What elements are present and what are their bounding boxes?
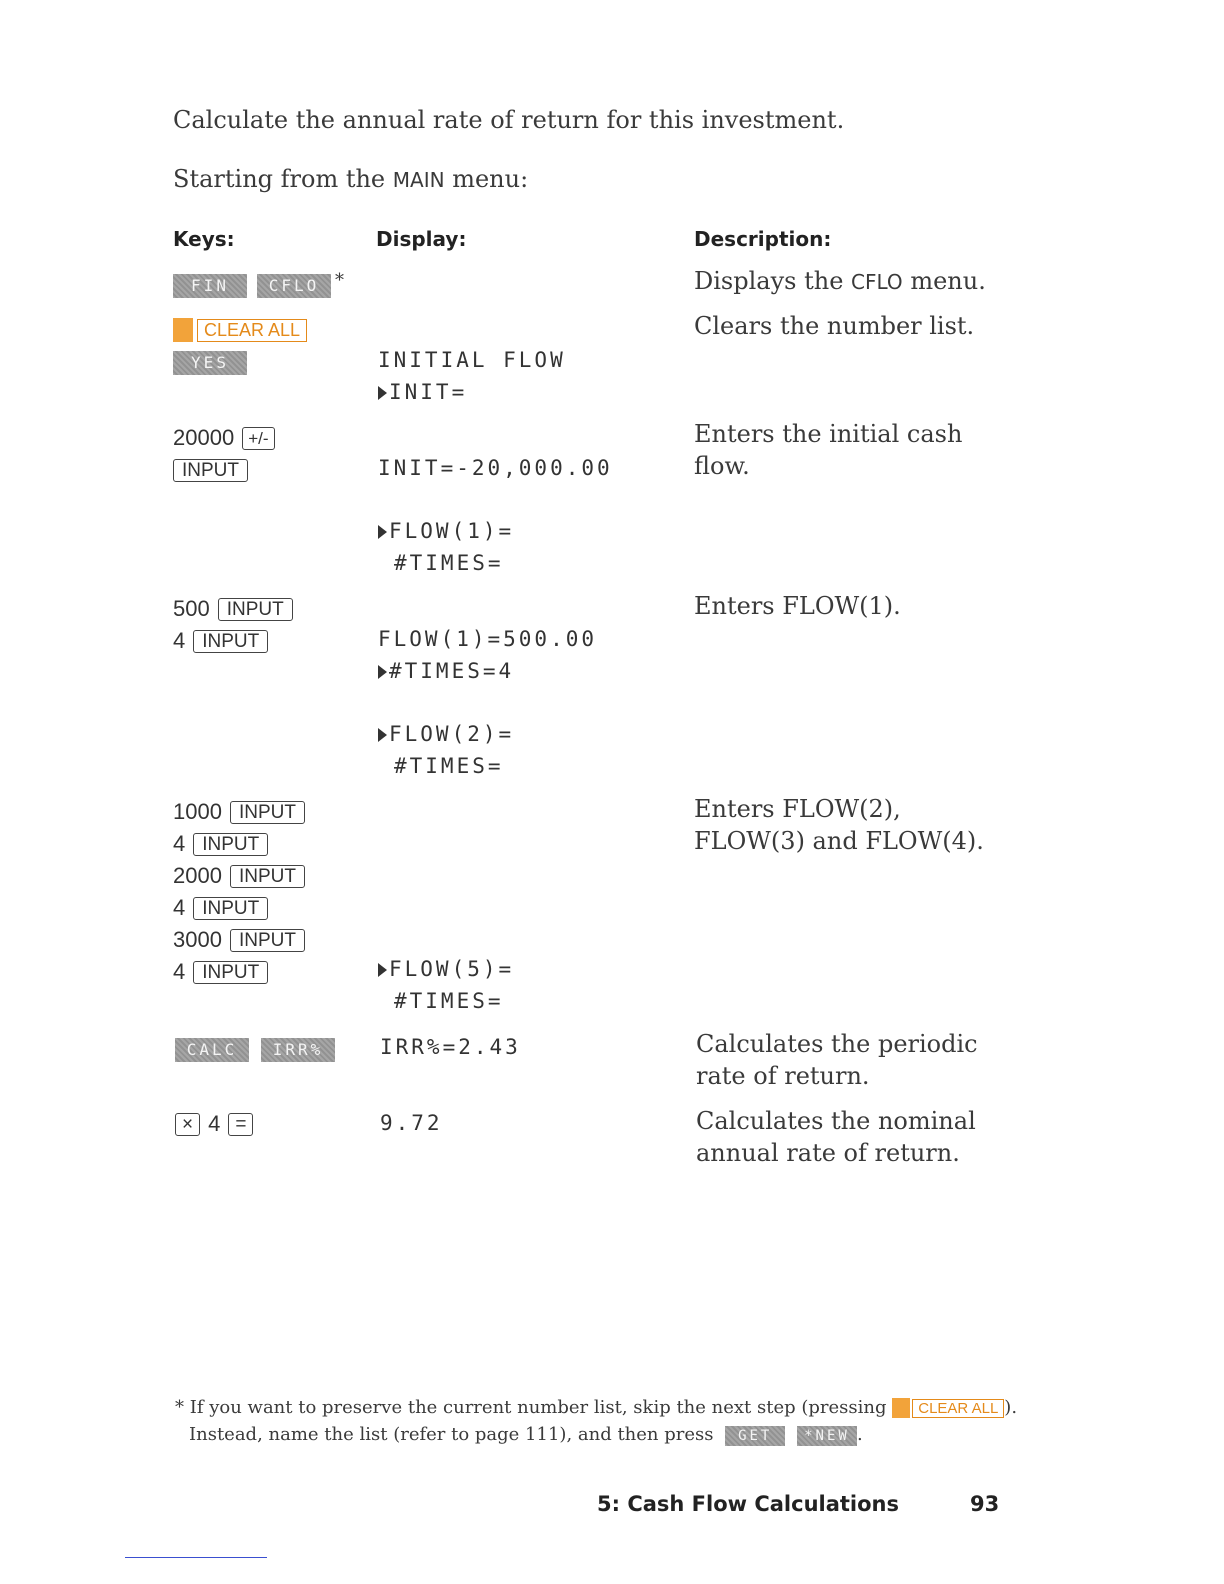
display-flow5-prompt <box>378 957 514 981</box>
row-500-keys <box>173 593 293 625</box>
input-key[interactable]: INPUT <box>193 833 268 856</box>
display-times-prompt-2: #TIMES= <box>394 754 504 778</box>
row-input-keys <box>173 454 248 486</box>
entry-row <box>173 796 305 828</box>
row-clear-all-keys <box>173 318 307 342</box>
row-multiply-keys <box>175 1108 253 1140</box>
footnote-line-2 <box>189 1424 863 1446</box>
display-times-prompt-3: #TIMES= <box>394 989 504 1013</box>
display-header: Display: <box>376 227 467 251</box>
input-key[interactable]: INPUT <box>230 865 305 888</box>
row-20000-keys <box>173 422 275 454</box>
irr-softkey[interactable]: IRR% <box>261 1038 335 1062</box>
entry-row <box>173 924 305 956</box>
equals-key[interactable]: = <box>228 1113 253 1136</box>
section-title: 5: Cash Flow Calculations <box>597 1492 900 1516</box>
flow2-prompt-text: FLOW(2)= <box>389 722 515 746</box>
row-fin-cflo-keys <box>173 270 344 298</box>
footnote-text: * If you want to preserve the current number list, skip the next step (pressing <box>175 1397 887 1418</box>
new-softkey: *NEW <box>797 1426 857 1446</box>
entry-row <box>173 828 268 860</box>
clear-all-key[interactable]: CLEAR ALL <box>197 319 307 342</box>
entry-row <box>173 860 305 892</box>
desc-periodic-2: rate of return. <box>696 1062 870 1090</box>
entry-number: 2000 <box>173 863 222 888</box>
cflo-softkey[interactable]: CFLO <box>257 274 331 298</box>
desc-nominal-2: annual rate of return. <box>696 1139 960 1167</box>
display-flow1-prompt <box>378 519 514 543</box>
pointer-arrow-icon <box>378 728 387 742</box>
display-nominal-value: 9.72 <box>380 1111 443 1135</box>
desc-initial-cash-2: flow. <box>694 452 750 480</box>
desc-text-end: menu. <box>910 267 986 295</box>
entry-number: 4 <box>173 895 186 920</box>
display-times-prompt: #TIMES= <box>394 551 504 575</box>
display-times-value <box>378 659 514 683</box>
footnote-line-1 <box>175 1397 1017 1418</box>
display-flow1-value: FLOW(1)=500.00 <box>378 627 598 651</box>
shift-key[interactable] <box>173 318 193 342</box>
flow5-prompt-text: FLOW(5)= <box>389 957 515 981</box>
flow1-prompt-text: FLOW(1)= <box>389 519 515 543</box>
input-key[interactable]: INPUT <box>230 801 305 824</box>
input-key[interactable]: INPUT <box>193 897 268 920</box>
desc-text: Displays the <box>694 267 844 295</box>
intro-line-2 <box>173 165 528 193</box>
yes-softkey[interactable]: YES <box>173 351 247 375</box>
intro-text-end: menu: <box>452 165 529 193</box>
fin-softkey[interactable]: FIN <box>173 274 247 298</box>
entry-number: 3000 <box>173 927 222 952</box>
row-yes-keys <box>173 351 247 375</box>
page-edge-line <box>125 1557 267 1558</box>
intro-line-1: Calculate the annual rate of return for this investment. <box>173 106 845 134</box>
input-key[interactable]: INPUT <box>230 929 305 952</box>
number-4: 4 <box>208 1111 221 1136</box>
input-key[interactable]: INPUT <box>193 961 268 984</box>
pointer-arrow-icon <box>378 665 387 679</box>
display-flow2-prompt <box>378 722 514 746</box>
intro-text: Starting from the <box>173 165 386 193</box>
multiply-key[interactable]: × <box>175 1113 200 1136</box>
row-calc-irr-keys <box>175 1038 335 1062</box>
row-4-keys <box>173 625 268 657</box>
desc-enters-flow3-4: FLOW(3) and FLOW(4). <box>694 827 984 855</box>
desc-periodic-1: Calculates the periodic <box>696 1030 978 1058</box>
number-500: 500 <box>173 596 210 621</box>
input-key[interactable]: INPUT <box>218 598 293 621</box>
input-key[interactable]: INPUT <box>173 459 248 482</box>
display-initial-flow: INITIAL FLOW <box>378 348 566 372</box>
calc-softkey[interactable]: CALC <box>175 1038 249 1062</box>
footnote-asterisk: * <box>335 270 344 291</box>
display-irr-value: IRR%=2.43 <box>380 1035 521 1059</box>
entry-row <box>173 892 268 924</box>
pointer-arrow-icon <box>378 525 387 539</box>
entry-number: 4 <box>173 959 186 984</box>
footnote-text: Instead, name the list (refer to page 111), and then press <box>189 1424 714 1445</box>
number-4: 4 <box>173 628 186 653</box>
desc-cflo-menu <box>694 267 986 295</box>
pointer-arrow-icon <box>378 386 387 400</box>
cflo-menu-name: CFLO <box>851 270 903 294</box>
footnote-text-end: ). <box>1004 1397 1018 1418</box>
clear-all-key: CLEAR ALL <box>912 1399 1004 1418</box>
display-init-prompt <box>378 380 467 404</box>
desc-nominal-1: Calculates the nominal <box>696 1107 976 1135</box>
shift-key <box>892 1398 910 1418</box>
input-key[interactable]: INPUT <box>193 630 268 653</box>
change-sign-key[interactable]: +/- <box>242 427 274 450</box>
desc-enters-flow2: Enters FLOW(2), <box>694 795 901 823</box>
keys-header: Keys: <box>173 227 235 251</box>
number-20000: 20000 <box>173 425 235 450</box>
description-header: Description: <box>694 227 832 251</box>
display-init-value: INIT=-20,000.00 <box>378 456 613 480</box>
desc-clear-list: Clears the number list. <box>694 312 975 340</box>
page-number: 93 <box>970 1492 1000 1516</box>
entry-number: 1000 <box>173 799 222 824</box>
init-prompt-text: INIT= <box>389 380 468 404</box>
entry-number: 4 <box>173 831 186 856</box>
entry-row <box>173 956 268 988</box>
footnote-text-end: . <box>856 1424 863 1445</box>
desc-initial-cash-1: Enters the initial cash <box>694 420 963 448</box>
get-softkey: GET <box>725 1426 785 1446</box>
pointer-arrow-icon <box>378 963 387 977</box>
times-value-text: #TIMES=4 <box>389 659 515 683</box>
main-menu-name: MAIN <box>392 168 445 192</box>
desc-enters-flow1: Enters FLOW(1). <box>694 592 901 620</box>
